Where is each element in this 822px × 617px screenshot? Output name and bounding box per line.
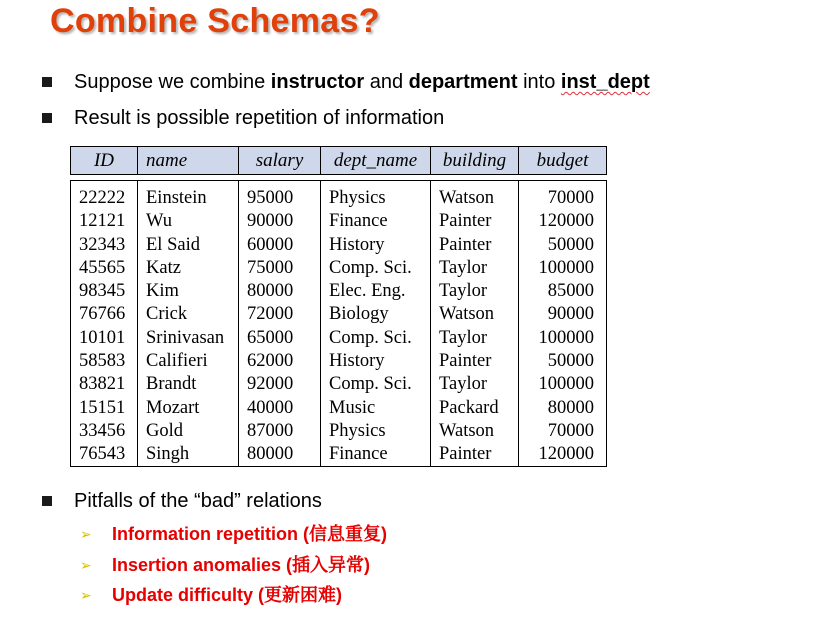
square-bullet-icon bbox=[42, 77, 52, 87]
table-cell: 50000 bbox=[547, 234, 594, 255]
column-salary bbox=[239, 181, 321, 466]
table-cell: Comp. Sci. bbox=[329, 257, 412, 278]
table-cell: Watson bbox=[439, 304, 495, 325]
slide-title: Combine Schemas? bbox=[50, 2, 380, 40]
table-cell: 95000 bbox=[247, 188, 294, 208]
table-cell: Packard bbox=[439, 397, 499, 418]
table-cell: 90000 bbox=[247, 211, 294, 232]
header-id: ID bbox=[71, 147, 138, 174]
table-cell: 12121 bbox=[79, 211, 126, 232]
header-salary: salary bbox=[239, 147, 321, 174]
square-bullet-icon bbox=[42, 496, 52, 506]
table-cell: Taylor bbox=[439, 281, 488, 302]
table-cell: 100000 bbox=[538, 374, 594, 395]
arrow-bullet-icon: ➢ bbox=[80, 557, 92, 573]
table-cell: Physics bbox=[329, 420, 386, 441]
table-cell: 80000 bbox=[247, 281, 294, 302]
table-cell: Taylor bbox=[439, 374, 488, 395]
header-dept-name: dept_name bbox=[321, 147, 431, 174]
table-cell: History bbox=[329, 351, 385, 372]
column-dept-name bbox=[321, 181, 431, 466]
table-cell: Painter bbox=[439, 211, 492, 232]
table-cell: 33456 bbox=[79, 420, 126, 441]
table-cell: Finance bbox=[329, 211, 388, 232]
bullet-combine-text: Suppose we combine instructor and department into inst_dept bbox=[74, 71, 650, 93]
table-cell: 62000 bbox=[247, 351, 294, 372]
column-name bbox=[138, 181, 239, 466]
table-cell: History bbox=[329, 234, 385, 255]
table-cell: El Said bbox=[146, 234, 200, 255]
table-cell: 10101 bbox=[79, 327, 126, 348]
table-cell: 83821 bbox=[79, 374, 126, 395]
column-id bbox=[71, 181, 138, 466]
table-cell: 76543 bbox=[79, 444, 126, 465]
table-cell: 72000 bbox=[247, 304, 294, 325]
table-cell: Comp. Sci. bbox=[329, 327, 412, 348]
header-budget: budget bbox=[536, 150, 589, 171]
table-cell: 75000 bbox=[247, 257, 294, 278]
table-cell: Crick bbox=[146, 304, 188, 325]
table-cell: Biology bbox=[329, 304, 389, 325]
bullet-result-text: Result is possible repetition of information bbox=[74, 107, 445, 129]
column-budget bbox=[519, 181, 606, 466]
header-building: building bbox=[431, 147, 519, 174]
inst-dept-term: inst_dept bbox=[560, 71, 650, 93]
arrow-bullet-icon: ➢ bbox=[80, 587, 92, 603]
sub-bullet-update-text: Update difficulty (更新困难) bbox=[112, 585, 342, 606]
table-cell: 60000 bbox=[247, 234, 294, 255]
table-cell: 80000 bbox=[247, 444, 294, 465]
table-cell: Srinivasan bbox=[146, 327, 225, 348]
relation-table bbox=[70, 180, 607, 467]
table-cell: Einstein bbox=[146, 188, 207, 208]
table-cell: Painter bbox=[439, 351, 492, 372]
column-building bbox=[431, 181, 519, 466]
table-cell: Singh bbox=[146, 444, 190, 465]
table-cell: Gold bbox=[146, 420, 183, 441]
table-cell: Taylor bbox=[439, 257, 488, 278]
table-cell: Califieri bbox=[146, 351, 208, 372]
table-cell: Mozart bbox=[146, 397, 200, 418]
table-cell: Brandt bbox=[146, 374, 197, 395]
table-cell: Painter bbox=[439, 234, 492, 255]
table-cell: 120000 bbox=[538, 211, 594, 232]
table-cell: Music bbox=[329, 397, 376, 418]
table-cell: Watson bbox=[439, 420, 495, 441]
table-cell: 100000 bbox=[538, 257, 594, 278]
table-cell: Wu bbox=[146, 211, 172, 232]
table-cell: 15151 bbox=[79, 397, 126, 418]
table-cell: 40000 bbox=[247, 397, 294, 418]
table-header bbox=[70, 146, 607, 175]
table-cell: 87000 bbox=[247, 420, 294, 441]
table-cell: 120000 bbox=[538, 444, 594, 465]
table-cell: 100000 bbox=[538, 327, 594, 348]
arrow-bullet-icon: ➢ bbox=[80, 526, 92, 542]
table-cell: 70000 bbox=[547, 188, 594, 208]
table-cell: Kim bbox=[146, 281, 179, 302]
table-cell: Watson bbox=[439, 188, 495, 208]
table-cell: 76766 bbox=[79, 304, 126, 325]
table-cell: 65000 bbox=[247, 327, 294, 348]
table-cell: 58583 bbox=[79, 351, 126, 372]
sub-bullet-insertion-text: Insertion anomalies (插入异常) bbox=[112, 555, 371, 576]
table-cell: 32343 bbox=[79, 234, 126, 255]
table-cell: Comp. Sci. bbox=[329, 374, 412, 395]
table-cell: 92000 bbox=[247, 374, 294, 395]
bullet-pitfalls-text: Pitfalls of the “bad” relations bbox=[74, 490, 322, 512]
table-cell: Physics bbox=[329, 188, 386, 208]
table-cell: 70000 bbox=[547, 420, 594, 441]
table-cell: 80000 bbox=[547, 397, 594, 418]
table-cell: Finance bbox=[329, 444, 388, 465]
table-cell: 98345 bbox=[79, 281, 126, 302]
table-cell: 45565 bbox=[79, 257, 126, 278]
table-cell: 50000 bbox=[547, 351, 594, 372]
table-cell: 22222 bbox=[79, 188, 126, 208]
sub-bullet-repetition-text: Information repetition (信息重复) bbox=[112, 524, 387, 545]
table-cell: 90000 bbox=[547, 304, 594, 325]
table-cell: Painter bbox=[439, 444, 492, 465]
square-bullet-icon bbox=[42, 113, 52, 123]
table-cell: Taylor bbox=[439, 327, 488, 348]
table-cell: Katz bbox=[146, 257, 181, 278]
table-cell: 85000 bbox=[547, 281, 594, 302]
table-cell: Elec. Eng. bbox=[329, 281, 406, 302]
header-name: name bbox=[138, 147, 239, 174]
